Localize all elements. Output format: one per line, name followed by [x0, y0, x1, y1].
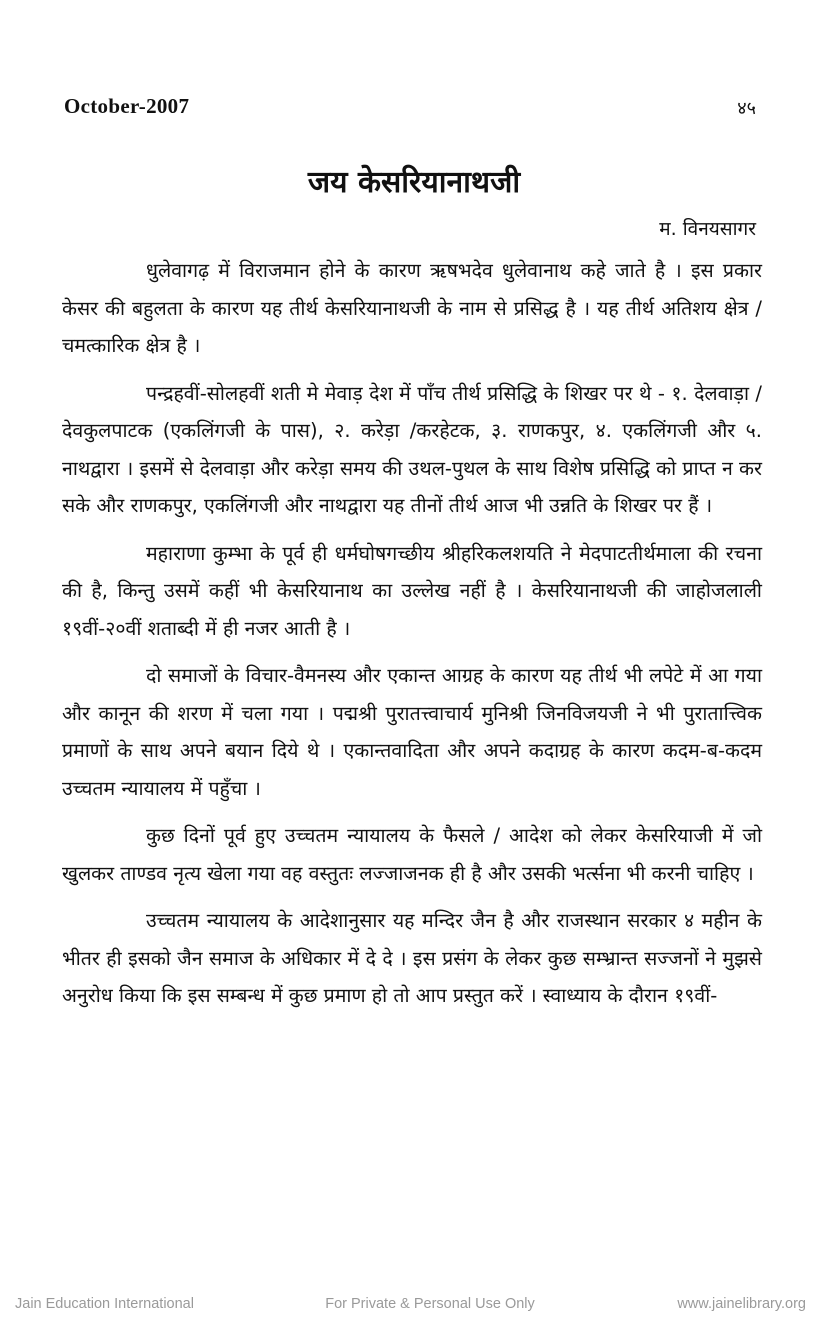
paragraph: कुछ दिनों पूर्व हुए उच्चतम न्यायालय के फैसले / आदेश को लेकर केसरियाजी में जो खुलकर ताण्डव नृत्य खेला गया वह वस्तुतः लज्जाजनक ही है और उसकी भर्त्सना भी करनी चाहिए । [62, 824, 762, 885]
paragraph: महाराणा कुम्भा के पूर्व ही धर्मघोषगच्छीय श्रीहरिकलशयति ने मेदपाटतीर्थमाला की रचना की है, किन्तु उसमें कहीं भी केसरियानाथ का उल्लेख नहीं है । केसरियानाथजी की जाहोजलाली १९वीं-२०वीं शताब्दी में ही नजर आती है । [62, 541, 762, 640]
footer-usage-note: For Private & Personal Use Only [325, 1296, 535, 1312]
page-number: ४५ [737, 98, 756, 119]
article-author: म. विनयसागर [659, 218, 756, 240]
paragraph: धुलेवागढ़ में विराजमान होने के कारण ऋषभदेव धुलेवानाथ कहे जाते है । इस प्रकार केसर की बहुलता के कारण यह तीर्थ केसरियानाथजी के नाम से प्रसिद्ध है । यह तीर्थ अतिशय क्षेत्र / चमत्कारिक क्षेत्र है । [62, 259, 762, 357]
footer-publisher: Jain Education International [15, 1296, 194, 1312]
article-body [62, 252, 762, 1025]
paragraph: पन्द्रहवीं-सोलहवीं शती मे मेवाड़ देश में पाँच तीर्थ प्रसिद्धि के शिखर पर थे - १. देलवाड़ा / देवकुलपाटक (एकलिंगजी के पास), २. करेड़ा /करहेटक, ३. राणकपुर, ४. एकलिंगजी और ५. नाथद्वारा । इसमें से देलवाड़ा और करेड़ा समय की उथल-पुथल के साथ विशेष प्रसिद्धि को प्राप्त न कर सके और राणकपुर, एकलिंगजी और नाथद्वारा यह तीनों तीर्थ आज भी उन्नति के शिखर पर हैं । [62, 381, 762, 517]
issue-date: October-2007 [64, 94, 190, 118]
article-title: जय केसरियानाथजी [307, 165, 521, 200]
footer-website-link[interactable]: www.jainelibrary.org [677, 1296, 806, 1312]
paragraph: दो समाजों के विचार-वैमनस्य और एकान्त आग्रह के कारण यह तीर्थ भी लपेटे में आ गया और कानून की शरण में चला गया । पद्मश्री पुरातत्त्वाचार्य मुनिश्री जिनविजयजी ने भी पुरातात्त्विक प्रमाणों के साथ अपने बयान दिये थे । एकान्तवादिता और अपने कदाग्रह के कारण कदम-ब-कदम उच्चतम न्यायालय में पहुँचा । [62, 664, 762, 800]
paragraph: उच्चतम न्यायालय के आदेशानुसार यह मन्दिर जैन है और राजस्थान सरकार ४ महीन के भीतर ही इसको जैन समाज के अधिकार में दे दे । इस प्रसंग के लेकर कुछ सम्भ्रान्त सज्जनों ने मुझसे अनुरोध किया कि इस सम्बन्ध में कुछ प्रमाण हो तो आप प्रस्तुत करें । स्वाध्याय के दौरान १९वीं- [62, 909, 762, 1007]
